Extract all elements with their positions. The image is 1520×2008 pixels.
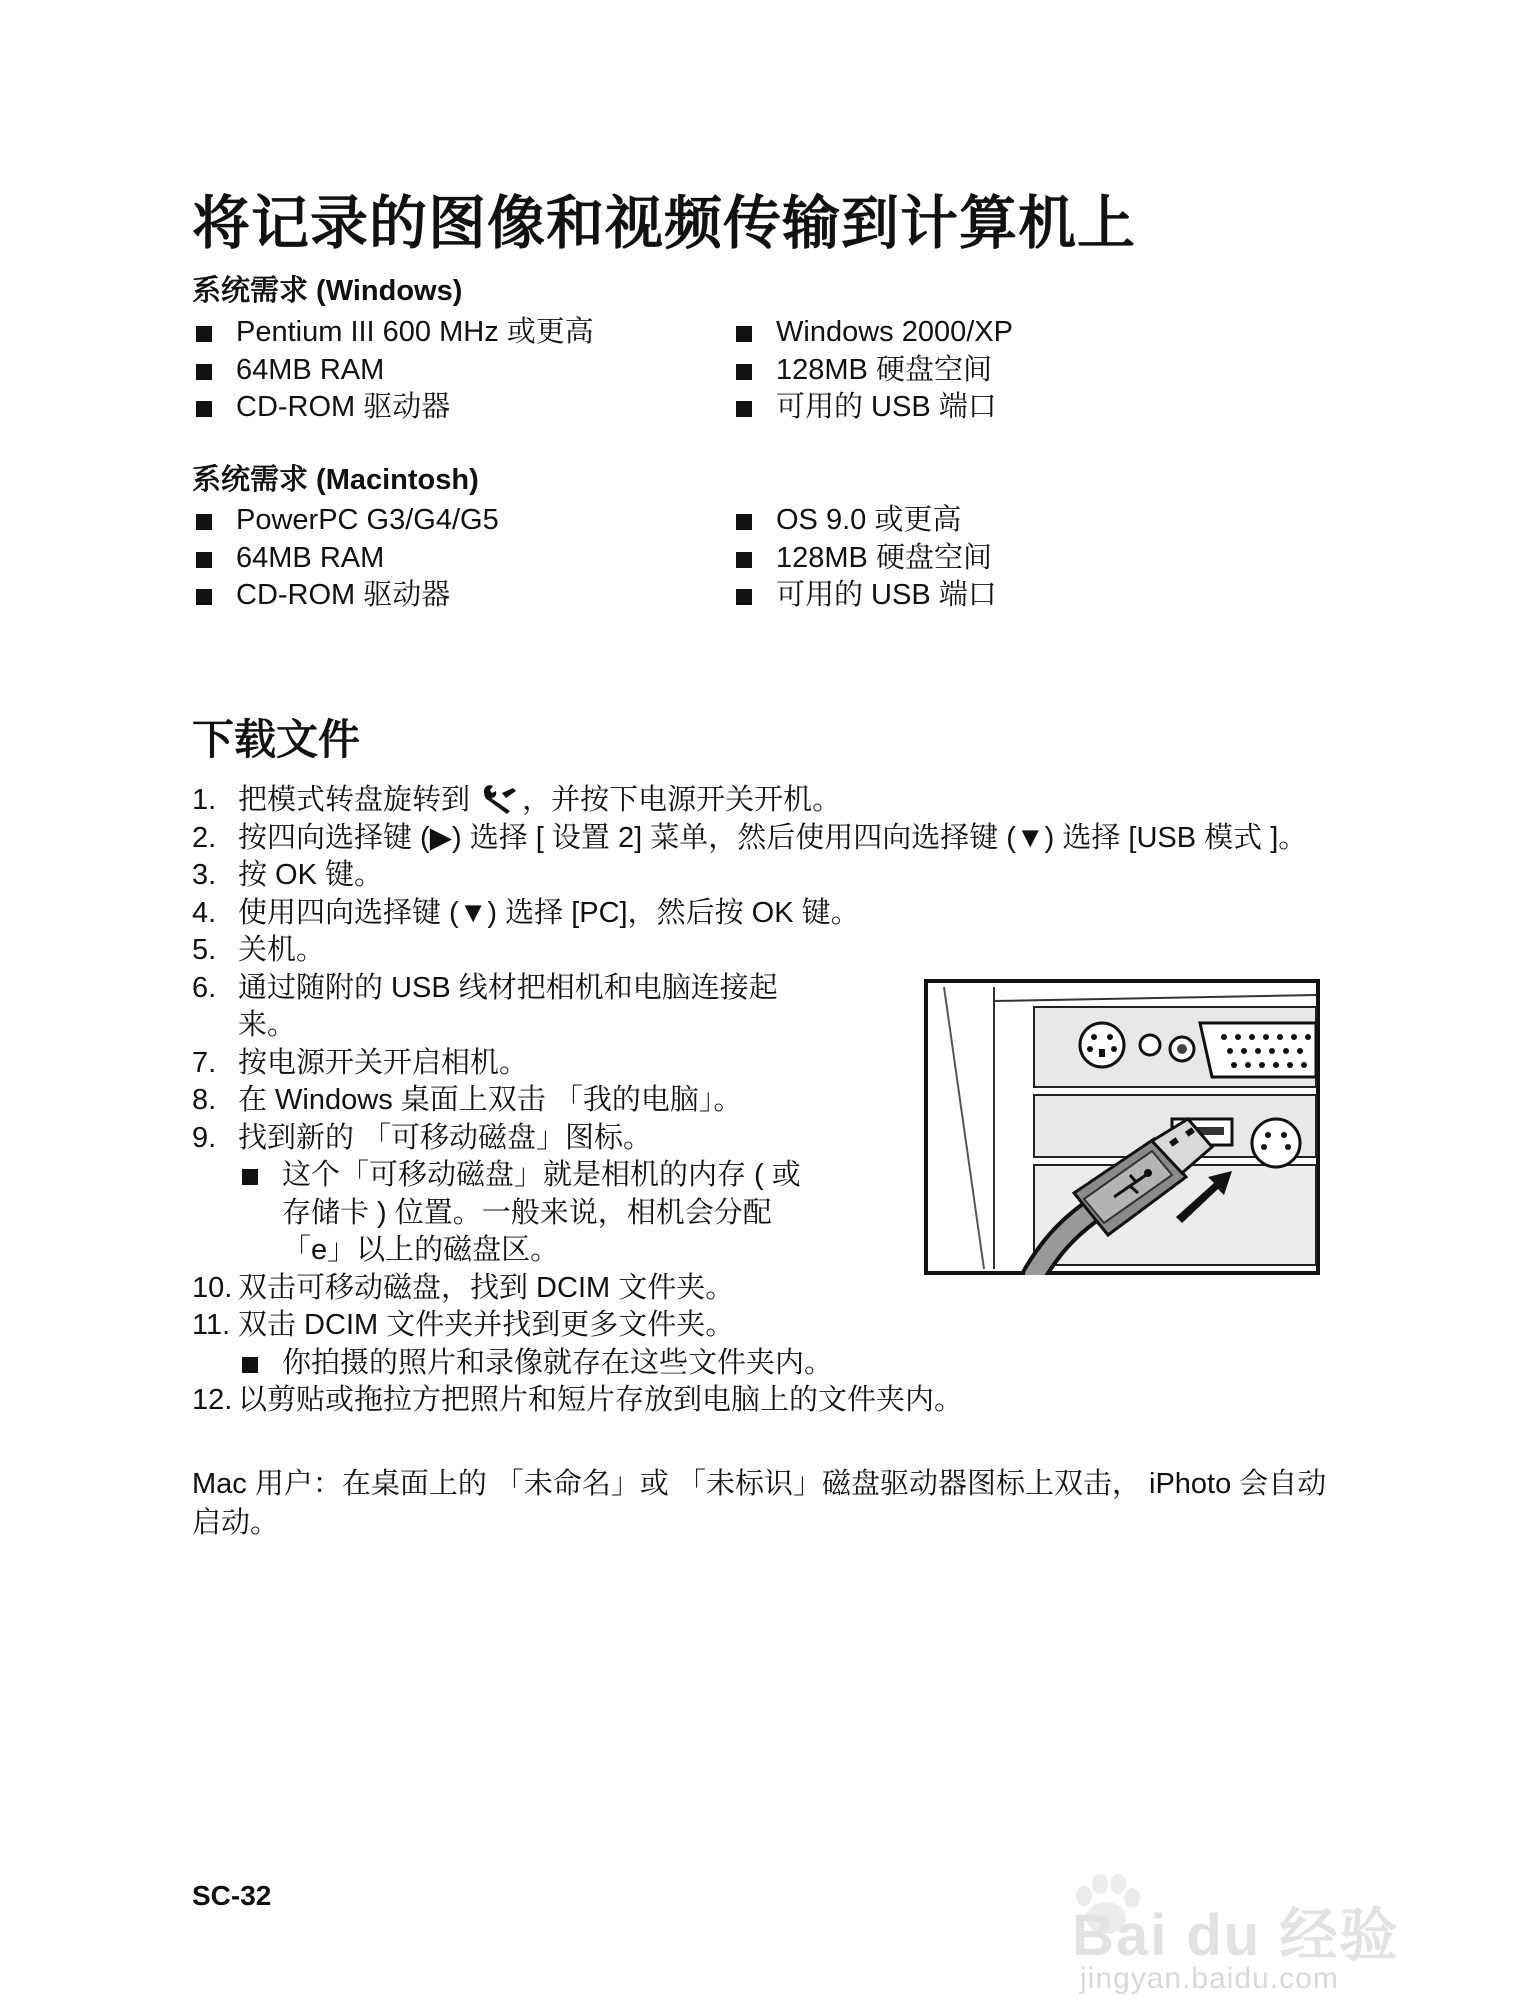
requirement-item: Windows 2000/XP xyxy=(732,314,1013,352)
requirement-item: 可用的 USB 端口 xyxy=(732,577,997,615)
wrench-icon xyxy=(480,783,520,815)
windows-requirements-heading: 系统需求 (Windows) xyxy=(192,275,463,307)
mac-requirements-left xyxy=(192,502,499,615)
page-title: 将记录的图像和视频传输到计算机上 xyxy=(192,189,1137,257)
page-number: SC-32 xyxy=(192,1880,272,1911)
step-item: 4. 使用四向选择键 (▼) 选择 [PC]，然后按 OK 键。 xyxy=(192,896,860,929)
requirement-item: 64MB RAM xyxy=(192,540,499,578)
requirement-item: PowerPC G3/G4/G5 xyxy=(192,502,499,540)
step-item: 3. 按 OK 键。 xyxy=(192,859,384,891)
bullet-square-icon xyxy=(242,1357,258,1373)
requirement-item: CD-ROM 驱动器 xyxy=(192,389,594,427)
step-item: 10. 双击可移动磁盘，找到 DCIM 文件夹。 xyxy=(192,1271,735,1304)
requirement-item: 128MB 硬盘空间 xyxy=(732,540,997,578)
bullet-square-icon xyxy=(736,364,752,380)
bullet-square-icon xyxy=(736,401,752,417)
windows-requirements-left xyxy=(192,314,594,427)
step-item: 8. 在 Windows 桌面上双击 「我的电脑」。 xyxy=(192,1084,743,1116)
mac-requirements-heading: 系统需求 (Macintosh) xyxy=(192,464,479,496)
watermark-text: Bai du 经验 xyxy=(1072,1903,1400,1968)
step-item: 7. 按电源开关开启相机。 xyxy=(192,1046,529,1079)
mac-user-note: Mac 用户：在桌面上的 「未命名」或 「未标识」磁盘驱动器图标上双击， iPhoto 会自动启动。 xyxy=(192,1468,1327,1539)
step-item: 11. 双击 DCIM 文件夹并找到更多文件夹。 xyxy=(192,1309,735,1341)
requirement-item: Pentium III 600 MHz 或更高 xyxy=(192,314,594,352)
bullet-square-icon xyxy=(736,326,752,342)
bullet-square-icon xyxy=(196,589,212,605)
windows-requirements-right xyxy=(732,314,1013,427)
mac-requirements-right xyxy=(732,502,997,615)
step-item: 1. 把模式转盘旋转到 ，并按下电源开关开机。 xyxy=(192,784,842,816)
watermark-url: jingyan.baidu.com xyxy=(1080,1962,1339,1995)
bullet-square-icon xyxy=(242,1169,258,1185)
bullet-square-icon xyxy=(736,514,752,530)
requirement-item: 可用的 USB 端口 xyxy=(732,389,1013,427)
bullet-square-icon xyxy=(196,552,212,568)
step-sub-note: 这个「可移动磁盘」就是相机的内存 ( 或 存储卡 ) 位置。一般来说，相机会分配 「e」以上的磁盘区。 xyxy=(192,1157,1307,1270)
download-heading: 下载文件 xyxy=(192,715,361,764)
step-item: 5. 关机。 xyxy=(192,934,326,966)
requirement-item: 128MB 硬盘空间 xyxy=(732,352,1013,390)
bullet-square-icon xyxy=(196,514,212,530)
step-item: 12. 以剪贴或拖拉方把照片和短片存放到电脑上的文件夹内。 xyxy=(192,1384,964,1416)
requirement-item: OS 9.0 或更高 xyxy=(732,502,997,540)
bullet-square-icon xyxy=(196,401,212,417)
bullet-square-icon xyxy=(196,364,212,380)
requirement-item: CD-ROM 驱动器 xyxy=(192,577,499,615)
step-sub-note: 你拍摄的照片和录像就存在这些文件夹内。 xyxy=(192,1345,1307,1383)
step-item: 6. 通过随附的 USB 线材把相机和电脑连接起 来。 xyxy=(192,971,778,1041)
bullet-square-icon xyxy=(736,552,752,568)
requirement-item: 64MB RAM xyxy=(192,352,594,390)
step-item: 2. 按四向选择键 (▶) 选择 [ 设置 2] 菜单，然后使用四向选择键 (▼) 选择 [USB 模式 ]。 xyxy=(192,821,1308,854)
bullet-square-icon xyxy=(196,326,212,342)
bullet-square-icon xyxy=(736,589,752,605)
step-item: 9. 找到新的 「可移动磁盘」图标。 xyxy=(192,1121,653,1154)
usb-plug-into-pc-illustration xyxy=(924,979,1320,1275)
